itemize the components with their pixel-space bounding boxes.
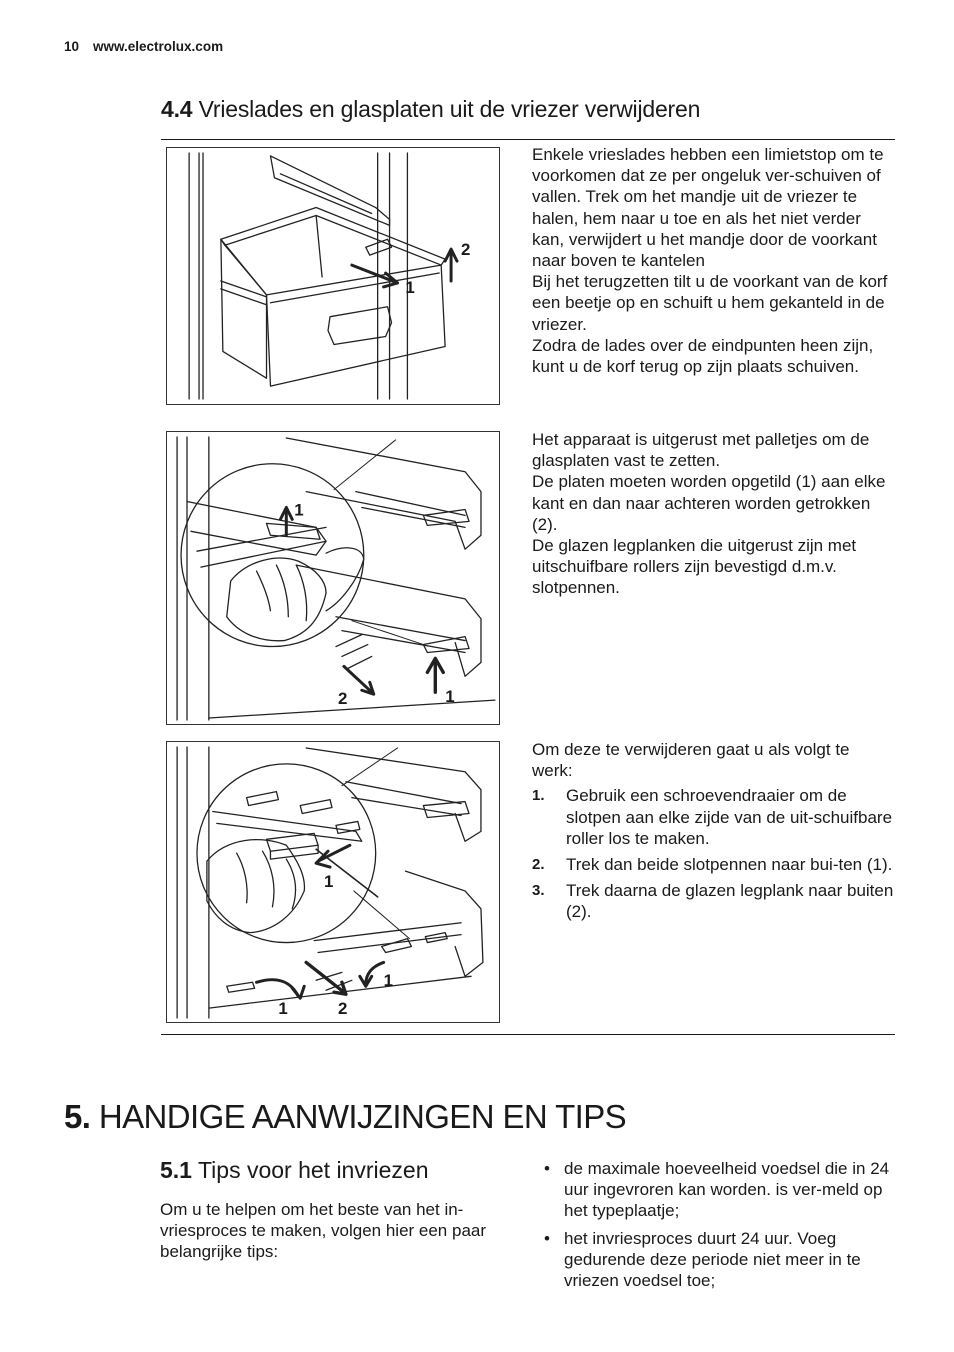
page-header [64, 39, 223, 54]
fig2-label-1-bottom: 1 [445, 687, 455, 707]
step-text: Trek daarna de glazen legplank naar buiten (2). [566, 881, 894, 922]
bullet-text: de maximale hoeveelheid voedsel die in 24 uur ingevroren kan worden. is ver-meld op het typeplaatje; [564, 1159, 890, 1221]
freezer-drawer-illustration [166, 147, 500, 405]
fig3-label-1-right: 1 [383, 971, 394, 991]
step-item [532, 854, 894, 875]
subsection-title-text: Tips voor het invriezen [197, 1157, 429, 1183]
chapter-number: 5. [64, 1098, 91, 1135]
section-title-text: Vrieslades en glasplaten uit de vriezer verwijderen [198, 96, 701, 122]
list-item [544, 1158, 896, 1222]
chapter-title [64, 1098, 626, 1136]
step-number: 3. [532, 882, 545, 900]
fig3-label-2: 2 [337, 999, 348, 1019]
step-text: Trek dan beide slotpennen naar bui-ten (1). [566, 855, 893, 875]
section-title [161, 96, 700, 123]
section-top-rule [161, 139, 895, 140]
block2-paragraph: De glazen legplanken die uitgerust zijn met uitschuifbare rollers zijn bevestigd d.m.v. slotpennen. [532, 536, 857, 598]
bullet-text: het invriesproces duurt 24 uur. Voeg gedurende deze periode niet meer in te vriezen voedsel toe; [564, 1228, 861, 1291]
steps-list [532, 785, 894, 922]
fig3-label-1-left: 1 [278, 999, 288, 1019]
block2-text [532, 429, 894, 599]
fig3-label-1-zoom: 1 [324, 871, 334, 891]
step-number: 1. [532, 787, 545, 805]
section-number: 4.4 [161, 96, 193, 122]
step-text: Gebruik een schroevendraaier om de slotpen aan elke zijde van de uit-schuifbare roller los te maken. [566, 786, 893, 848]
block1-paragraph: Enkele vrieslades hebben een limietstop om te voorkomen dat ze per ongeluk ver-schuiven of vallen. Trek om het mandje uit de vriezer te halen, hem naar u toe en als het niet verder kan, verwijdert u het mandje door de voorkant naar boven te kantelen [532, 145, 884, 271]
block1-paragraph: Zodra de lades over de eindpunten heen zijn, kunt u de korf terug op zijn plaats schuiven. [532, 335, 874, 377]
section-bottom-rule [161, 1034, 895, 1035]
subsection-title [160, 1157, 429, 1184]
page-number: 10 [64, 39, 80, 54]
fig2-label-1-top: 1 [294, 500, 304, 520]
tips-intro: Om u te helpen om het beste van het in-vriesproces te maken, volgen hier een paar belangrijke tips: [160, 1200, 487, 1262]
block3-intro: Om deze te verwijderen gaat u als volgt te werk: [532, 740, 850, 781]
fig1-label-1: 1 [405, 277, 415, 297]
step-item [532, 880, 894, 922]
fig2-label-2: 2 [337, 689, 348, 709]
bullet-marker: • [544, 1228, 550, 1248]
block2-paragraph: De platen moeten worden opgetild (1) aan elke kant en dan naar achteren worden getrokken (2). [532, 472, 886, 534]
site-url[interactable]: www.electrolux.com [93, 39, 224, 54]
block1-text [532, 144, 894, 377]
shelf-lock-pin-illustration [166, 741, 500, 1023]
block3-text [532, 739, 894, 928]
tips-list [544, 1158, 896, 1297]
subsection-number: 5.1 [160, 1157, 192, 1183]
bullet-marker: • [544, 1159, 550, 1178]
list-item [544, 1228, 896, 1292]
fig1-label-2: 2 [461, 240, 471, 260]
step-number: 2. [532, 856, 545, 874]
block2-paragraph: Het apparaat is uitgerust met palletjes om de glasplaten vast te zetten. [532, 430, 870, 471]
step-item [532, 785, 894, 849]
glass-shelf-lift-illustration [166, 431, 500, 725]
block1-paragraph: Bij het terugzetten tilt u de voorkant van de korf een beetje op en schuift u hem gekanteld in de vriezer. [532, 272, 888, 334]
chapter-title-text: HANDIGE AANWIJZINGEN EN TIPS [98, 1098, 627, 1135]
